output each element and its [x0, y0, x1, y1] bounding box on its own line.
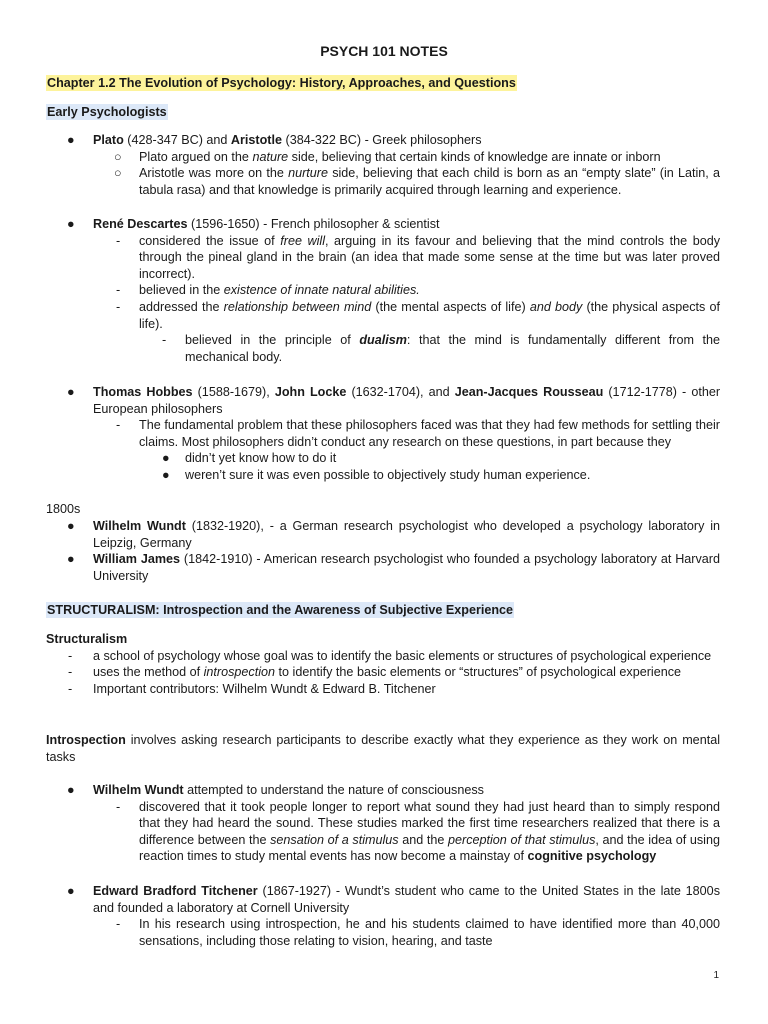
text: (the physical aspects of life). [139, 299, 720, 331]
emphasis: introspection [203, 665, 276, 680]
bullet-dash: - [116, 233, 121, 248]
term-label: Introspection [46, 733, 126, 747]
bullet-dash: - [116, 917, 121, 932]
list-item [46, 518, 720, 551]
bullet-dash: - [68, 681, 73, 696]
text: and the [398, 832, 448, 847]
text: didn’t yet know how to do it [185, 451, 337, 466]
bullet-dash: - [116, 799, 121, 814]
person-name: William James [93, 552, 181, 567]
emphasis: and body [529, 299, 583, 314]
list-item [46, 165, 720, 198]
text: a school of psychology whose goal was to identify the basic elements or structures of psychological experience [93, 648, 712, 663]
bullet-disc: ● [67, 385, 75, 399]
plato-aristotle-section [46, 132, 720, 198]
term [46, 631, 720, 648]
person-name: Plato [93, 133, 124, 147]
list-item [46, 216, 720, 233]
list-item [46, 299, 720, 332]
page-title: PSYCH 101 NOTES [320, 43, 448, 59]
list-item [46, 648, 720, 665]
bullet-disc: ● [67, 884, 75, 898]
text: : that the mind is fundamentally different from the mechanical body. [185, 333, 721, 364]
text: discovered that it took people longer to report what sound they had just heard than to simply respond that they had heard the sound. These studies marked the first time researchers realized that there is a difference between the [139, 799, 720, 847]
list-item [46, 916, 720, 949]
page-number: 1 [713, 970, 719, 981]
text: (the mental aspects of life) [371, 299, 530, 314]
text: considered the issue of [139, 233, 281, 248]
bullet-dash: - [116, 418, 121, 433]
structuralism-heading-row [46, 602, 720, 619]
text: Plato argued on the [139, 149, 253, 164]
list-item [46, 332, 720, 365]
list-item [46, 149, 720, 166]
early-psychologists-heading: Early Psychologists [47, 105, 167, 119]
list-item [46, 799, 720, 865]
bullet-disc: ● [67, 519, 75, 533]
person-name: Jean-Jacques Rousseau [454, 385, 604, 399]
bullet-dash: - [68, 665, 73, 680]
bullet-dash: - [116, 283, 121, 298]
text: believed in the [139, 283, 224, 298]
text: (1842-1910) - American research psychologist who founded a psychology laboratory at Harvard University [93, 552, 720, 583]
chapter-heading: Chapter 1.2 The Evolution of Psychology: History, Approaches, and Questions [47, 76, 516, 90]
bullet-dash: - [162, 333, 167, 348]
emphasis: dualism [359, 333, 407, 348]
person-name: René Descartes [93, 217, 188, 231]
text: (1632-1704), and [346, 385, 455, 399]
text: involves asking research participants to describe exactly what they experience as they work on mental tasks [46, 733, 720, 764]
person-name: Thomas Hobbes [93, 385, 193, 399]
person-name: Wilhelm Wundt [93, 783, 184, 797]
list-item [46, 417, 720, 450]
person-name: Edward Bradford Titchener [93, 884, 258, 898]
bullet-disc: ● [162, 451, 170, 466]
text: side, believing that certain kinds of knowledge are innate or inborn [288, 149, 661, 164]
text: attempted to understand the nature of consciousness [183, 783, 484, 797]
list-item [46, 282, 720, 299]
text: believed in the principle of [185, 333, 360, 348]
person-name: John Locke [274, 385, 347, 399]
structuralism-heading: STRUCTURALISM: Introspection and the Awareness of Subjective Experience [47, 603, 514, 617]
text: , arguing in its favour and believing that the mind controls the body through the pineal gland in the brain (an idea that made some sense at the time but was later proved incorrect). [139, 233, 721, 281]
person-name: Aristotle [230, 133, 282, 147]
list-item [46, 384, 720, 417]
bullet-circle: ○ [114, 166, 122, 181]
early-psychologists-row [46, 104, 720, 121]
text: The fundamental problem that these philosophers faced was that they had few methods for settling their claims. Most philosophers didn’t conduct any research on these questions, in part because they [139, 418, 720, 449]
list-item [46, 551, 720, 584]
titchener-section [46, 883, 720, 949]
term-label: Structuralism [46, 632, 128, 646]
text: Aristotle was more on the [139, 166, 289, 181]
bullet-disc: ● [67, 133, 75, 147]
chapter-heading-row [46, 75, 720, 92]
era-label: 1800s [46, 502, 81, 516]
bullet-disc: ● [67, 783, 75, 797]
1800s-section [46, 518, 720, 584]
structuralism-section [46, 631, 720, 697]
emphasis: perception of that stimulus [448, 832, 596, 847]
bullet-dash: - [68, 648, 73, 663]
list-item [46, 883, 720, 916]
emphasis: nurture [288, 166, 328, 181]
list-item [46, 233, 720, 283]
text: (428-347 BC) and [123, 133, 231, 147]
text: (384-322 BC) - Greek philosophers [282, 133, 482, 147]
text: (1832-1920), - a German research psychologist who developed a psychology laboratory in Leipzig, Germany [93, 519, 720, 550]
emphasis: free will [280, 233, 325, 248]
bullet-disc: ● [162, 467, 170, 482]
text: In his research using introspection, he and his students claimed to have identified more than 40,000 sensations, including those relating to vision, hearing, and taste [139, 917, 720, 948]
text: uses the method of [93, 665, 204, 680]
emphasis: sensation of a stimulus [270, 832, 399, 847]
text: weren’t sure it was even possible to objectively study human experience. [185, 467, 591, 482]
list-item [46, 782, 720, 799]
hobbes-locke-rousseau-section [46, 384, 720, 484]
descartes-section [46, 216, 720, 365]
wundt-section [46, 782, 720, 865]
list-item [46, 450, 720, 467]
person-name: Wilhelm Wundt [93, 519, 186, 533]
bullet-disc: ● [67, 552, 75, 567]
text: Important contributors: Wilhelm Wundt & Edward B. Titchener [93, 681, 436, 696]
text: to identify the basic elements or “structures” of psychological experience [275, 665, 682, 680]
emphasis-bold: cognitive psychology [527, 849, 657, 864]
bullet-disc: ● [67, 217, 75, 231]
text: , and the idea of using reaction times to study mental events has now become a mainstay of [139, 832, 720, 864]
era-label-row [46, 501, 720, 518]
text: (1712-1778) - other European philosophers [93, 385, 721, 416]
bullet-dash: - [116, 299, 121, 314]
bullet-circle: ○ [114, 149, 122, 164]
introspection-paragraph [46, 732, 720, 765]
text: (1867-1927) - Wundt’s student who came to the United States in the late 1800s and founded a laboratory at Cornell University [93, 884, 720, 915]
text: side, believing that each child is born as an “empty slate” (in Latin, a tabula rasa) and that knowledge is primarily acquired through learning and experience. [139, 166, 721, 197]
emphasis: existence of innate natural abilities. [223, 283, 420, 298]
list-item [46, 664, 720, 681]
emphasis: relationship between mind [223, 299, 372, 314]
text: addressed the [139, 299, 224, 314]
list-item [46, 132, 720, 149]
list-item [46, 681, 720, 698]
emphasis: nature [252, 149, 289, 164]
text: (1588-1679), [192, 385, 275, 399]
list-item [46, 467, 720, 484]
text: (1596-1650) - French philosopher & scientist [187, 217, 440, 231]
